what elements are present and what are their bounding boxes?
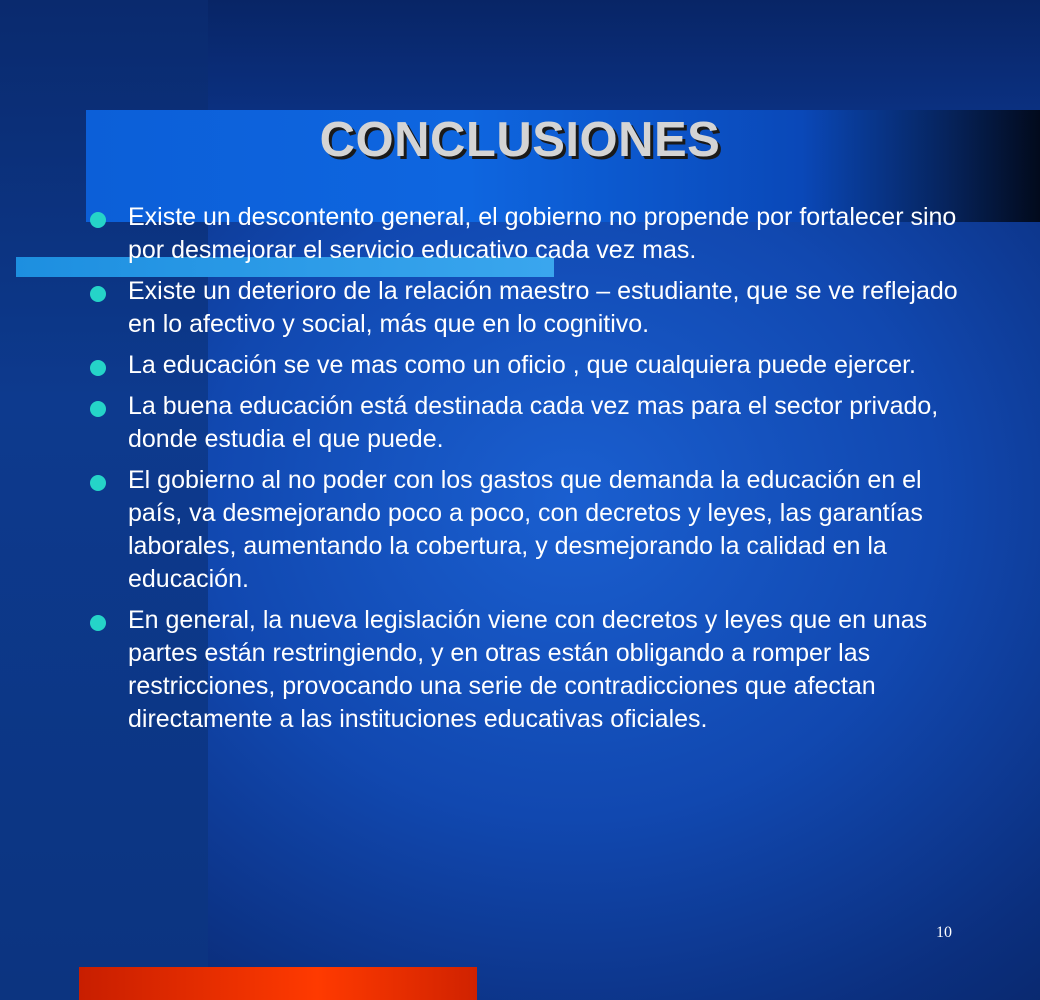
bullet-text: Existe un deterioro de la relación maestro – estudiante, que se ve reflejado en lo afectivo y social, más que en lo cognitivo. [128, 277, 958, 338]
bullet-text: La buena educación está destinada cada vez mas para el sector privado, donde estudia el que puede. [128, 392, 939, 453]
bullet-item [90, 464, 970, 596]
bullet-text: La educación se ve mas como un oficio , que cualquiera puede ejercer. [128, 351, 916, 379]
bullet-dot-icon [90, 286, 106, 302]
bullet-item [90, 604, 970, 736]
bullet-text: En general, la nueva legislación viene con decretos y leyes que en unas partes están restringiendo, y en otras están obligando a romper las restricciones, provocando una serie de contradicciones que afectan directamente a las instituciones educativas oficiales. [128, 606, 928, 733]
bullet-dot-icon [90, 212, 106, 228]
bullet-dot-icon [90, 475, 106, 491]
bullet-item [90, 201, 970, 267]
bullet-item [90, 349, 970, 382]
bullet-dot-icon [90, 401, 106, 417]
bullet-item [90, 390, 970, 456]
bullet-text: El gobierno al no poder con los gastos que demanda la educación en el país, va desmejorando poco a poco, con decretos y leyes, las garantías laborales, aumentando la cobertura, y desmejorando la calidad en la educación. [128, 466, 923, 593]
background-top-panel [208, 0, 1040, 110]
red-accent-bar [79, 967, 477, 1000]
page-number: 10 [936, 924, 952, 941]
bullet-list [90, 201, 970, 744]
bullet-dot-icon [90, 615, 106, 631]
bullet-text: Existe un descontento general, el gobierno no propende por fortalecer sino por desmejorar el servicio educativo cada vez mas. [128, 203, 957, 264]
slide-title: CONCLUSIONES [319, 113, 721, 167]
bullet-dot-icon [90, 360, 106, 376]
bullet-item [90, 275, 970, 341]
